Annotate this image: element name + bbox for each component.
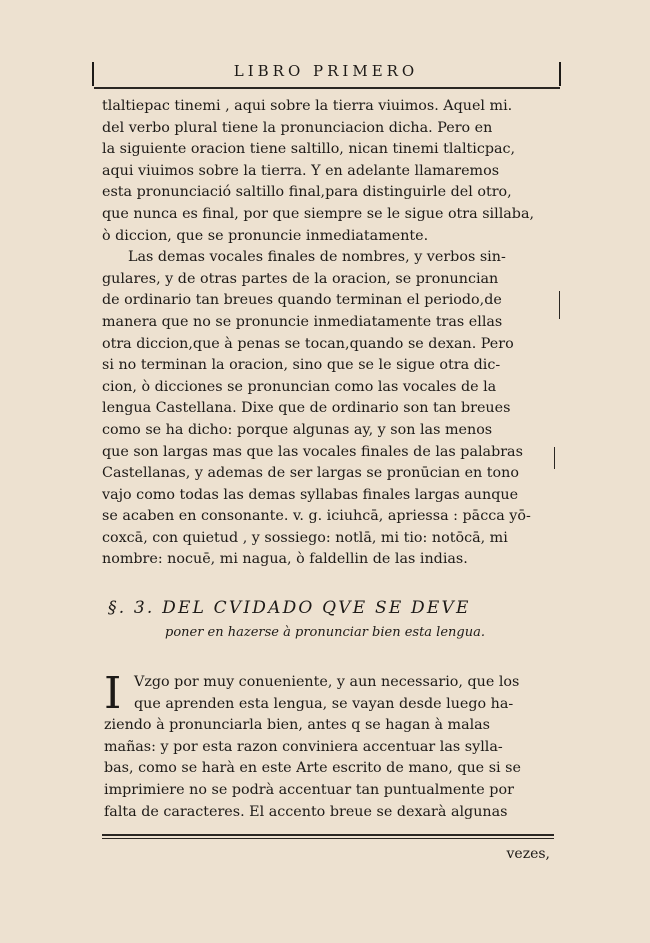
section-heading: §. 3. DEL CVIDADO QVE SE DEVE [108,598,471,618]
text-line: del verbo plural tiene la pronunciacion dicha. Pero en [102,119,493,136]
text-line: Vzgo por muy conueniente, y aun necessario, que los [134,674,520,690]
text-line: otra diccion,que à penas se tocan,quando se dexan. Pero [102,335,514,352]
text-line: lengua Castellana. Dixe que de ordinario son tan breues [102,400,511,417]
header-underline [94,87,560,89]
text-line: que son largas mas que las vocales finales de las palabras [102,443,523,460]
text-line: ò diccion, que se pronuncie inmediatamente. [102,227,429,244]
text-line: que nunca es final, por que siempre se le sigue otra sillaba, [102,205,535,222]
drop-cap: I [104,668,122,719]
text-line: falta de caracteres. El accento breue se dexarà algunas [104,803,508,820]
text-line: esta pronunciació saltillo final,para distinguirle del otro, [102,184,512,201]
paragraph-2 [102,247,554,571]
text-line: tlaltiepac tinemi , aqui sobre la tierra viuimos. Aquel mi. [102,98,513,114]
text-line: cion, ò dicciones se pronuncian como las vocales de la [102,378,497,395]
text-line: gulares, y de otras partes de la oracion, se pronuncian [102,270,499,287]
text-line: Castellanas, y ademas de ser largas se pronūcian en tono [102,465,519,482]
text-line: que aprenden esta lengua, se vayan desde luego ha- [134,695,514,712]
margin-mark [559,291,560,319]
text-line: coxcā, con quietud , y sossiego: notlā, mi tio: notōcā, mi [102,529,508,546]
section-subheading: poner en hazerse à pronunciar bien esta lengua. [165,625,485,640]
text-line: mañas: y por esta razon conviniera accentuar las sylla- [104,738,503,755]
text-line: vajo como todas las demas syllabas finales largas aunque [102,486,519,503]
margin-mark [554,447,555,469]
paragraph-3 [104,668,552,823]
text-line: nombre: nocuē, mi nagua, ò faldellin de las indias. [102,551,468,568]
catchword: vezes, [506,846,550,862]
text-line: aqui viuimos sobre la tierra. Y en adelante llamaremos [102,162,500,179]
text-line: manera que no se pronuncie inmediatamente tras ellas [102,313,503,330]
paragraph-1 [102,96,554,247]
text-line: ziendo à pronunciarla bien, antes q se hagan à malas [104,717,491,734]
running-head: LIBRO PRIMERO [233,62,419,80]
text-line: se acaben en consonante. v. g. iciuhcā, apriessa : pācca yō- [102,508,531,525]
text-line: imprimiere no se podrà accentuar tan puntualmente por [104,781,514,798]
header-right-rule [559,62,561,86]
body-text-upper [102,96,554,571]
text-line: Las demas vocales finales de nombres, y verbos sin- [128,249,506,266]
bottom-rule [102,834,554,836]
text-line: como se ha dicho: porque algunas ay, y son las menos [102,421,493,438]
text-line: la siguiente oracion tiene saltillo, nican tinemi tlalticpac, [102,141,516,158]
text-line: de ordinario tan breues quando terminan el periodo,de [102,292,502,309]
header-left-rule [92,62,94,86]
text-line: bas, como se harà en este Arte escrito de mano, que si se [104,760,521,777]
text-line: si no terminan la oracion, sino que se le sigue otra dic- [102,357,501,374]
bottom-rule [102,838,554,839]
